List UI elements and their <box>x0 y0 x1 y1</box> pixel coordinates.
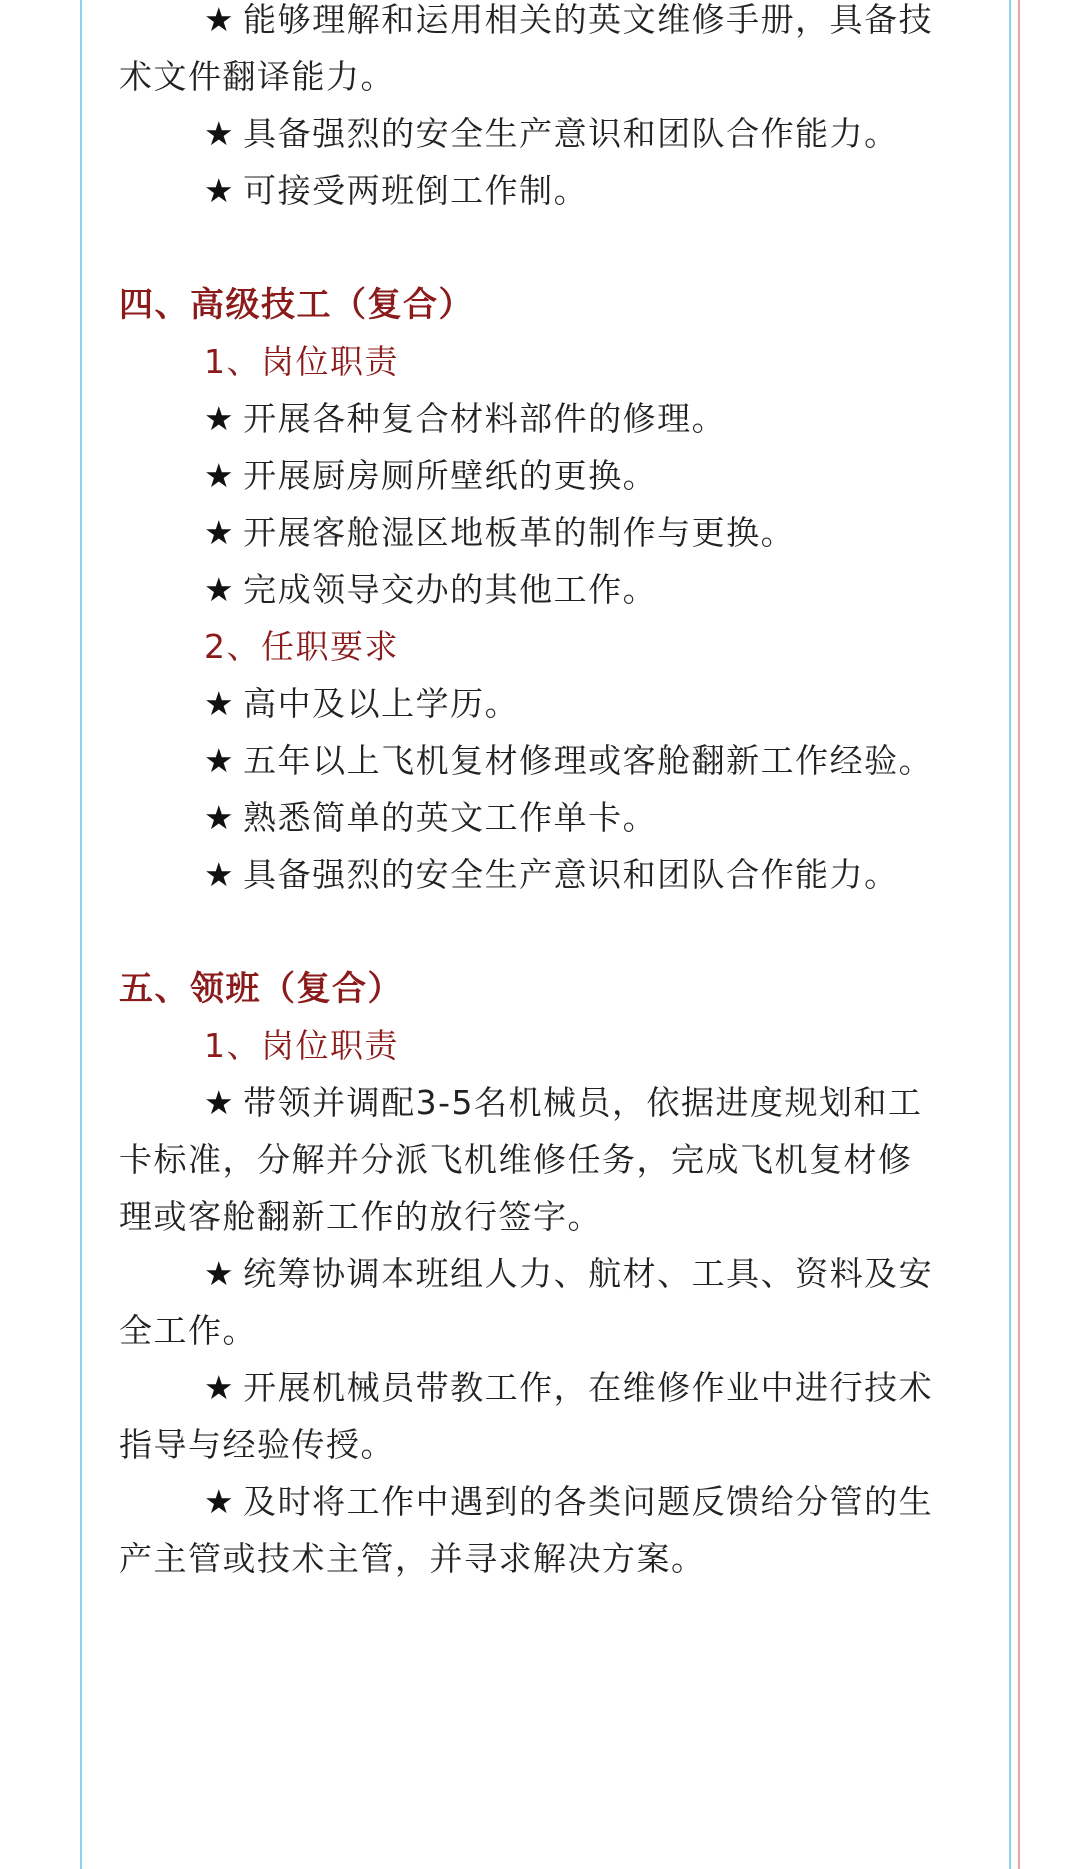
text-line: 理或客舱翻新工作的放行签字。 <box>119 1197 602 1236</box>
bullet-line: ★ 可接受两班倒工作制。 <box>204 171 589 210</box>
bullet-line: ★ 具备强烈的安全生产意识和团队合作能力。 <box>204 114 899 153</box>
star-icon: ★ <box>204 570 236 609</box>
star-icon: ★ <box>204 456 236 495</box>
section-4-duties-title: 1、岗位职责 <box>204 342 399 381</box>
star-icon: ★ <box>204 1482 236 1521</box>
text-line: 产主管或技术主管，并寻求解决方案。 <box>119 1539 706 1578</box>
requirement-item: ★ 具备强烈的安全生产意识和团队合作能力。 <box>204 855 899 894</box>
duty-item: ★ 及时将工作中遇到的各类问题反馈给分管的生 <box>204 1482 934 1521</box>
duty-item: ★ 开展厨房厕所壁纸的更换。 <box>204 456 658 495</box>
duty-item: ★ 统筹协调本班组人力、航材、工具、资料及安 <box>204 1254 934 1293</box>
duty-item: ★ 带领并调配3-5名机械员，依据进度规划和工 <box>204 1083 923 1122</box>
star-icon: ★ <box>204 1368 236 1407</box>
star-icon: ★ <box>204 798 236 837</box>
right-border-line-red <box>1018 0 1020 1869</box>
star-icon: ★ <box>204 1254 236 1293</box>
star-icon: ★ <box>204 741 236 780</box>
bullet-line: ★ 能够理解和运用相关的英文维修手册，具备技 <box>204 0 934 39</box>
requirement-item: ★ 熟悉简单的英文工作单卡。 <box>204 798 658 837</box>
star-icon: ★ <box>204 855 236 894</box>
section-4-title: 四、高级技工（复合） <box>119 285 474 325</box>
star-icon: ★ <box>204 513 236 552</box>
text-line: 指导与经验传授。 <box>119 1425 395 1464</box>
star-icon: ★ <box>204 399 236 438</box>
duty-item: ★ 开展客舱湿区地板革的制作与更换。 <box>204 513 796 552</box>
left-border-line <box>80 0 82 1869</box>
star-icon: ★ <box>204 0 236 39</box>
star-icon: ★ <box>204 684 236 723</box>
star-icon: ★ <box>204 114 236 153</box>
star-icon: ★ <box>204 1083 236 1122</box>
text-line: 术文件翻译能力。 <box>119 57 395 96</box>
duty-item: ★ 开展各种复合材料部件的修理。 <box>204 399 727 438</box>
duty-item: ★ 开展机械员带教工作，在维修作业中进行技术 <box>204 1368 934 1407</box>
requirement-item: ★ 高中及以上学历。 <box>204 684 520 723</box>
section-5-title: 五、领班（复合） <box>119 969 403 1009</box>
section-4-requirements-title: 2、任职要求 <box>204 627 399 666</box>
star-icon: ★ <box>204 171 236 210</box>
right-border-line-blue <box>1009 0 1011 1869</box>
requirement-item: ★ 五年以上飞机复材修理或客舱翻新工作经验。 <box>204 741 934 780</box>
text-line: 全工作。 <box>119 1311 257 1350</box>
text-line: 卡标准，分解并分派飞机维修任务，完成飞机复材修 <box>119 1140 913 1179</box>
duty-item: ★ 完成领导交办的其他工作。 <box>204 570 658 609</box>
section-5-duties-title: 1、岗位职责 <box>204 1026 399 1065</box>
